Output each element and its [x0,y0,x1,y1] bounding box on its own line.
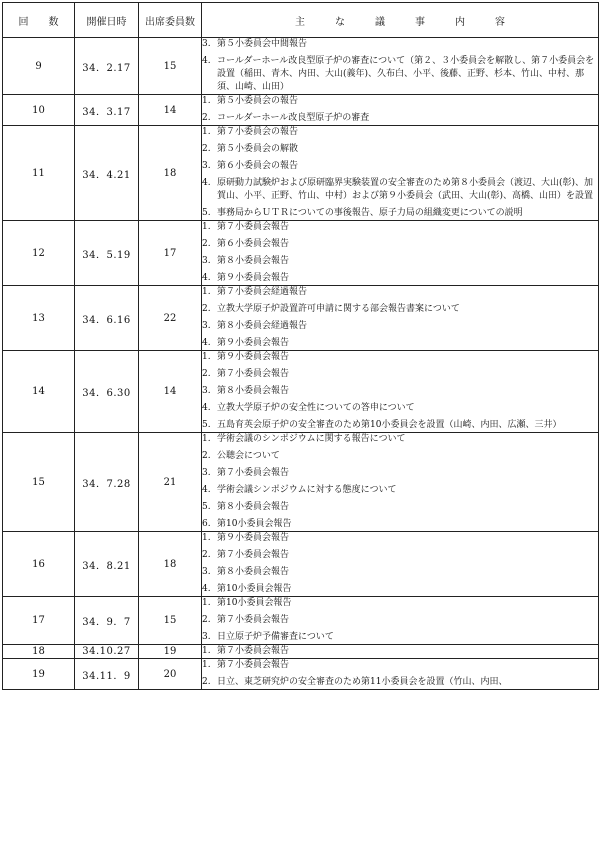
session-number: 13 [3,286,75,351]
agenda-item [202,177,598,203]
agenda-item-number: 3. [202,567,211,577]
agenda-item [202,272,598,285]
council-minutes-table [2,2,599,690]
agenda-cell [202,126,599,221]
meeting-date: 34．3.17 [75,95,139,126]
agenda-item-number: 2. [202,304,211,314]
agenda-item-text: 第９小委員会報告 [217,533,290,543]
agenda-item-number: 3. [202,256,211,266]
attendee-count: 15 [139,38,202,95]
table-row [3,351,599,433]
agenda-cell [202,645,599,659]
agenda-item [202,467,598,480]
agenda-item [202,368,598,381]
agenda-cell [202,532,599,597]
agenda-item-number: 2. [202,144,211,154]
agenda-list [202,221,598,285]
agenda-item [202,501,598,514]
session-number: 9 [3,38,75,95]
agenda-cell [202,433,599,532]
agenda-item-text: 第８小委員会報告 [217,502,290,512]
header-meeting-date: 開催日時 [75,3,139,38]
attendee-count: 20 [139,659,202,690]
attendee-count: 18 [139,532,202,597]
agenda-item-number: 1. [202,646,211,656]
table-row [3,221,599,286]
agenda-item-text: 第５小委員会の解散 [217,144,299,154]
agenda-item-text: 立教大学原子炉設置許可申請に関する部会報告書案について [217,304,460,314]
agenda-item [202,549,598,562]
agenda-cell [202,286,599,351]
agenda-item [202,450,598,463]
agenda-item-number: 5. [202,208,211,218]
agenda-item-number: 2. [202,113,211,123]
meeting-date: 34．7.28 [75,433,139,532]
agenda-item-text: 第７小委員会報告 [217,468,290,478]
agenda-item [202,126,598,139]
agenda-item-number: 4. [202,403,211,413]
agenda-item-text: 第７小委員会報告 [217,615,290,625]
agenda-item [202,221,598,234]
agenda-item [202,518,598,531]
table-row [3,597,599,645]
agenda-item [202,402,598,415]
agenda-list [202,433,598,531]
attendee-count: 19 [139,645,202,659]
agenda-item [202,160,598,173]
agenda-item-text: コールダーホール改良型原子炉の審査について（第２、３小委員会を解散し、第７小委員会を設置（稲田、青木、内田、大山(義年)、久布白、小平、後藤、正野、杉本、竹山、中村、那須、山崎、山田） [217,56,595,92]
session-number: 14 [3,351,75,433]
agenda-list [202,597,598,644]
agenda-item-text: 日立原子炉予備審査について [217,632,334,642]
agenda-item-text: 第６小委員会報告 [217,239,290,249]
agenda-item-text: 第５小委員会中間報告 [217,39,308,49]
agenda-item-text: 第７小委員会経過報告 [217,287,308,297]
agenda-item-text: 第７小委員会報告 [217,660,290,670]
agenda-item [202,631,598,644]
agenda-item [202,207,598,220]
agenda-item-text: 第10小委員会報告 [217,584,292,594]
agenda-item-text: 第８小委員会報告 [217,567,290,577]
agenda-cell [202,351,599,433]
session-number: 15 [3,433,75,532]
header-session-number: 回 数 [3,3,75,38]
agenda-item [202,532,598,545]
agenda-item-number: 2. [202,451,211,461]
agenda-list [202,351,598,432]
session-number: 16 [3,532,75,597]
agenda-list [202,126,598,220]
agenda-item-number: 3. [202,386,211,396]
agenda-item [202,337,598,350]
agenda-item-number: 5. [202,502,211,512]
agenda-cell [202,221,599,286]
agenda-item-number: 4. [202,56,211,66]
agenda-item [202,614,598,627]
agenda-item-number: 1. [202,222,211,232]
agenda-item-text: 学術会議のシンポジウムに関する報告について [217,434,406,444]
table-row [3,645,599,659]
agenda-item-number: 1. [202,96,211,106]
header-attendee-count: 出席委員数 [139,3,202,38]
agenda-item [202,303,598,316]
agenda-item-text: 第９小委員会報告 [217,338,290,348]
agenda-item-text: 五島育英会原子炉の安全審査のため第10小委員会を設置（山崎、内田、広瀬、三井） [217,420,562,430]
table-row [3,38,599,95]
agenda-item-text: 第７小委員会報告 [217,550,290,560]
meeting-date: 34．2.17 [75,38,139,95]
agenda-item [202,385,598,398]
agenda-item [202,286,598,299]
attendee-count: 21 [139,433,202,532]
agenda-item-text: 第10小委員会報告 [217,598,292,608]
header-main-agenda: 主 な 議 事 内 容 [202,3,599,38]
agenda-list [202,38,598,94]
agenda-item-number: 3. [202,321,211,331]
agenda-item [202,320,598,333]
agenda-item-number: 1. [202,660,211,670]
attendee-count: 14 [139,351,202,433]
agenda-item [202,597,598,610]
agenda-item-text: 第９小委員会報告 [217,352,290,362]
table-row [3,659,599,690]
agenda-item [202,645,598,658]
agenda-item-text: 第５小委員会の報告 [217,96,299,106]
agenda-list [202,532,598,596]
agenda-item [202,112,598,125]
table-body [3,38,599,690]
agenda-item-text: 学術会議シンポジウムに対する態度について [217,485,397,495]
meeting-date: 34.11．9 [75,659,139,690]
session-number: 10 [3,95,75,126]
table-row [3,286,599,351]
agenda-list [202,659,598,689]
agenda-item-number: 5. [202,420,211,430]
agenda-cell [202,38,599,95]
agenda-item-text: 公聴会について [217,451,280,461]
agenda-item-number: 4. [202,178,211,188]
session-number: 11 [3,126,75,221]
agenda-item [202,484,598,497]
session-number: 12 [3,221,75,286]
agenda-item-text: 第10小委員会報告 [217,519,292,529]
agenda-item [202,676,598,689]
agenda-item-text: 第８小委員会報告 [217,386,290,396]
agenda-item-text: 第７小委員会報告 [217,646,290,656]
agenda-item-text: 事務局からＵＴＲについての事後報告、原子力局の組織変更についての説明 [217,208,523,218]
table-row [3,126,599,221]
agenda-item [202,583,598,596]
agenda-item-number: 1. [202,598,211,608]
agenda-item [202,433,598,446]
agenda-item-number: 2. [202,677,211,687]
meeting-date: 34．4.21 [75,126,139,221]
agenda-item-text: 第７小委員会報告 [217,369,290,379]
attendee-count: 22 [139,286,202,351]
agenda-item-number: 3. [202,39,211,49]
agenda-list [202,645,598,658]
meeting-date: 34．6.16 [75,286,139,351]
agenda-item-text: 第８小委員会報告 [217,256,290,266]
agenda-item [202,351,598,364]
agenda-item-text: 第６小委員会の報告 [217,161,299,171]
meeting-date: 34．6.30 [75,351,139,433]
table-row [3,95,599,126]
meeting-date: 34.10.27 [75,645,139,659]
agenda-item-text: 立教大学原子炉の安全性についての答申について [217,403,415,413]
agenda-item-number: 3. [202,161,211,171]
agenda-item-text: 第７小委員会の報告 [217,127,299,137]
attendee-count: 18 [139,126,202,221]
agenda-item [202,566,598,579]
agenda-item-text: 第７小委員会報告 [217,222,290,232]
agenda-item-number: 1. [202,287,211,297]
agenda-item-number: 1. [202,352,211,362]
agenda-item [202,95,598,108]
agenda-item [202,419,598,432]
agenda-cell [202,95,599,126]
agenda-item [202,659,598,672]
agenda-item [202,38,598,51]
agenda-item-text: 原研動力試験炉および原研臨界実験装置の安全審査のため第８小委員会（渡辺、大山(彰)、加賀山、小平、正野、竹山、中村）および第９小委員会（武田、大山(彰)、高橋、山田）を設置 [217,178,594,201]
agenda-item-number: 1. [202,533,211,543]
agenda-item-text: 第９小委員会報告 [217,273,290,283]
meeting-date: 34．9．7 [75,597,139,645]
agenda-cell [202,659,599,690]
agenda-item [202,255,598,268]
agenda-item-number: 2. [202,615,211,625]
agenda-item-number: 4. [202,584,211,594]
table-header-row [3,3,599,38]
attendee-count: 17 [139,221,202,286]
agenda-list [202,286,598,350]
agenda-item [202,55,598,94]
agenda-item-number: 3. [202,632,211,642]
meeting-date: 34．5.19 [75,221,139,286]
agenda-item-number: 2. [202,369,211,379]
table-row [3,433,599,532]
agenda-item-number: 4. [202,273,211,283]
agenda-item-number: 3. [202,468,211,478]
agenda-item [202,143,598,156]
agenda-item-number: 2. [202,239,211,249]
agenda-item-number: 2. [202,550,211,560]
attendee-count: 14 [139,95,202,126]
agenda-list [202,95,598,125]
agenda-item-text: コールダーホール改良型原子炉の審査 [217,113,370,123]
meeting-date: 34．8.21 [75,532,139,597]
agenda-item [202,238,598,251]
session-number: 17 [3,597,75,645]
attendee-count: 15 [139,597,202,645]
agenda-cell [202,597,599,645]
agenda-item-number: 1. [202,434,211,444]
agenda-item-number: 1. [202,127,211,137]
agenda-item-text: 日立、東芝研究炉の安全審査のため第11小委員会を設置（竹山、内田、 [217,677,508,687]
session-number: 18 [3,645,75,659]
session-number: 19 [3,659,75,690]
agenda-item-number: 4. [202,338,211,348]
agenda-item-number: 4. [202,485,211,495]
agenda-item-text: 第８小委員会経過報告 [217,321,308,331]
table-row [3,532,599,597]
agenda-item-number: 6. [202,519,211,529]
